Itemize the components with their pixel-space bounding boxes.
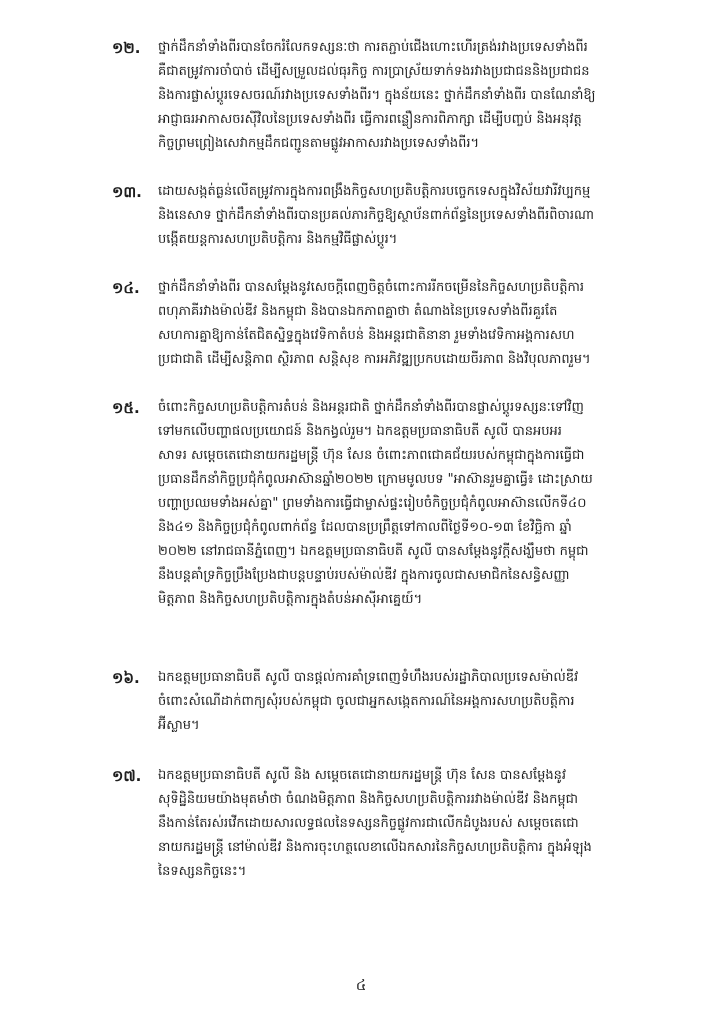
paragraph-line: សុទិដ្ឋិនិយមយ៉ាងមុតមាំថា ចំណងមិត្តភាព និងកិច្ចសហប្រតិបត្តិការរវាងម៉ាល់ឌីវ និងកម្ពុជា bbox=[158, 792, 578, 807]
paragraph-line: ថ្នាក់ដឹកនាំទាំងពីរ បានសម្តែងនូវសេចក្តីពេញចិត្តចំពោះការរីកចម្រើននៃកិច្ចសហប្រតិបត្តិការ bbox=[158, 280, 585, 295]
paragraph-line: និង៤១ និងកិច្ចប្រជុំកំពូលពាក់ព័ន្ធ ដែលបានប្រព្រឹត្តទៅកាលពីថ្ងៃទី១០-១៣ ខែវិច្ឆិកា ឆ្នាំ bbox=[158, 520, 572, 535]
paragraph-line: បញ្ហាប្រឈមទាំងអស់គ្នា" ព្រមទាំងការធ្វើជាម្ចាស់ផ្ទះរៀបចំកិច្ចប្រជុំកំពូលអាស៊ានលើកទី៤០ bbox=[158, 496, 587, 511]
paragraph-line: និងនេសាទ ថ្នាក់ដឹកនាំទាំងពីរបានប្រគល់ភារកិច្ចឱ្យស្ថាប័នពាក់ព័ន្ធនៃប្រទេសទាំងពីរពិចារណា bbox=[158, 208, 594, 223]
paragraph-number: ១២. bbox=[112, 39, 141, 57]
paragraph-line: ទៅមកលើបញ្ហាផលប្រយោជន៍ និងកង្វល់រួម។ ឯកឧត្តមប្រធានាធិបតី សូលី បានអបអរ bbox=[158, 424, 562, 439]
paragraph-line: សាទរ សម្តេចតេជោនាយករដ្ឋមន្ត្រី ហ៊ុន សែន ចំពោះភាពជោគជ័យរបស់កម្ពុជាក្នុងការធ្វើជា bbox=[158, 448, 585, 463]
paragraph-line: មិត្តភាព និងកិច្ចសហប្រតិបត្តិការក្នុងតំបន់អាស៊ីអាគ្នេយ៍។ bbox=[158, 592, 423, 607]
paragraph-line: នៃទស្សនកិច្ចនេះ។ bbox=[158, 864, 247, 879]
paragraph-line: អាជ្ញាធរអាកាសចរស៊ីវិលនៃប្រទេសទាំងពីរ ធ្វើការពន្លឿនការពិភាក្សា ដើម្បីបញ្ចប់ និងអនុវត្ត bbox=[158, 112, 582, 127]
paragraph-number: ១៧. bbox=[112, 767, 142, 785]
paragraph-line: ឯកឧត្តមប្រធានាធិបតី សូលី និង សម្តេចតេជោនាយករដ្ឋមន្ត្រី ហ៊ុន សែន បានសម្តែងនូវ bbox=[158, 768, 567, 783]
paragraph-line: អ៊ីស្លាម។ bbox=[158, 718, 200, 733]
paragraph-line: ប្រធានដឹកនាំកិច្ចប្រជុំកំពូលអាស៊ានឆ្នាំ២០២២ ក្រោមមូលបទ "អាស៊ានរួមគ្នាធ្វើ៖ ដោះស្រាយ bbox=[158, 472, 593, 487]
paragraph-line: នឹងបន្តគាំទ្រកិច្ចប្រឹងប្រែងជាបន្តបន្ទាប់របស់ម៉ាល់ឌីវ ក្នុងការចូលជាសមាជិកនៃសន្ធិសញ្ញា bbox=[158, 568, 570, 583]
paragraph-line: ដោយសង្កត់ធ្ងន់លើតម្រូវការក្នុងការពង្រឹងកិច្ចសហប្រតិបត្តិការបច្ចេកទេសក្នុងវិស័យវារីវប្បកម្ម bbox=[158, 184, 591, 199]
paragraph-number: ១៦. bbox=[112, 669, 140, 687]
paragraph-number: ១៥. bbox=[112, 399, 140, 417]
paragraph-line: សហការគ្នាឱ្យកាន់តែជិតស្និទ្ធក្នុងវេទិកាតំបន់ និងអន្តរជាតិនានា រួមទាំងវេទិកាអង្គការសហ bbox=[158, 328, 575, 343]
paragraph-number: ១៤. bbox=[112, 279, 140, 297]
paragraph-line: បង្កើតយន្តការសហប្រតិបត្តិការ និងកម្មវិធីផ្លាស់ប្តូរ។ bbox=[158, 232, 398, 247]
paragraph-line: ចំពោះកិច្ចសហប្រតិបត្តិការតំបន់ និងអន្តរជាតិ ថ្នាក់ដឹកនាំទាំងពីរបានផ្លាស់ប្តូរទស្សនៈទៅវិញ bbox=[158, 400, 584, 415]
paragraph-line: ២០២២ នៅរាជធានីភ្នំពេញ។ ឯកឧត្តមប្រធានាធិបតី សូលី បានសម្តែងនូវក្តីសង្ឃឹមថា កម្ពុជា bbox=[158, 544, 589, 559]
paragraph-number: ១៣. bbox=[112, 183, 142, 201]
paragraph-line: កិច្ចព្រមព្រៀងសេវាកម្មដឹកជញ្ជូនតាមផ្លូវអាកាសរវាងប្រទេសទាំងពីរ។ bbox=[158, 136, 480, 151]
paragraph-line: ចំពោះសំណើដាក់ពាក្យសុំរបស់កម្ពុជា ចូលជាអ្នកសង្កេតការណ៍នៃអង្គការសហប្រតិបត្តិការ bbox=[158, 694, 575, 709]
paragraph-line: ពហុភាគីរវាងម៉ាល់ឌីវ និងកម្ពុជា និងបានឯកភាពគ្នាថា តំណាងនៃប្រទេសទាំងពីរគួរតែ bbox=[158, 304, 558, 319]
paragraph-line: ឯកឧត្តមប្រធានាធិបតី សូលី បានផ្តល់ការគាំទ្រពេញទំហឹងរបស់រដ្ឋាភិបាលប្រទេសម៉ាល់ឌីវ bbox=[158, 670, 579, 685]
paragraph-line: ថ្នាក់ដឹកនាំទាំងពីរបានចែករំលែកទស្សនៈថា ការតភ្ជាប់ជើងហោះហើរត្រង់រវាងប្រទេសទាំងពីរ bbox=[158, 40, 588, 55]
paragraph-line: និងការផ្លាស់ប្តូរទេសចរណ៍រវាងប្រទេសទាំងពីរ។ ក្នុងន័យនេះ ថ្នាក់ដឹកនាំទាំងពីរ បានណែនាំឱ្យ bbox=[158, 88, 596, 103]
page-number: ៤ bbox=[355, 976, 367, 994]
paragraph-line: នឹងកាន់តែរស់រវើកដោយសារលទ្ធផលនៃទស្សនកិច្ចផ្លូវការជាលើកដំបូងរបស់ សម្តេចតេជោ bbox=[158, 816, 579, 831]
paragraph-line: នាយករដ្ឋមន្ត្រី នៅម៉ាល់ឌីវ និងការចុះហត្ថលេខាលើឯកសារនៃកិច្ចសហប្រតិបត្តិការ ក្នុងអំឡុង bbox=[158, 840, 592, 855]
paragraph-line: ប្រជាជាតិ ដើម្បីសន្តិភាព ស្ថិរភាព សន្តិសុខ ការអភិវឌ្ឍប្រកបដោយចីរភាព និងវិបុលភាពរួម។ bbox=[158, 352, 591, 367]
paragraph-line: គឺជាតម្រូវការចាំបាច់ ដើម្បីសម្រួលដល់ធុរកិច្ច ការប្រាស្រ័យទាក់ទងរវាងប្រជាជននិងប្រជាជន bbox=[158, 64, 590, 79]
